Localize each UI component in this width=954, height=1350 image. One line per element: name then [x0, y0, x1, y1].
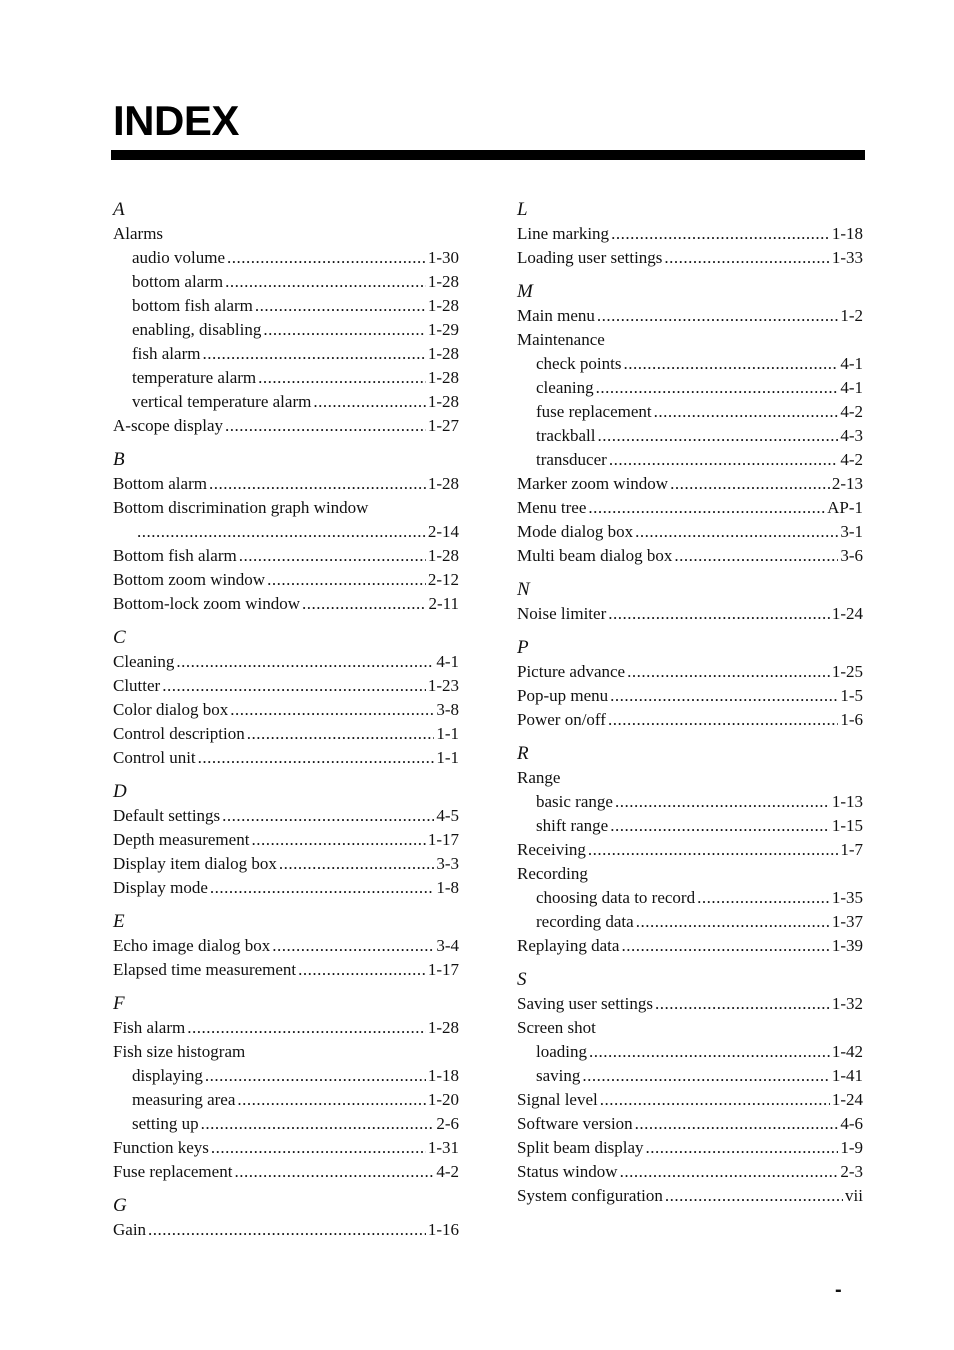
- entry-page-number: 1-42: [831, 1042, 863, 1061]
- dot-leader: [202, 342, 425, 366]
- entry-page-number: 1-17: [427, 830, 459, 849]
- entry-page-number: 3-8: [436, 700, 459, 719]
- index-entry-loading-user-settings: [517, 246, 863, 270]
- section-letter: G: [113, 1195, 127, 1216]
- entry-term: Saving user settings: [517, 994, 653, 1013]
- entry-term: Clutter: [113, 676, 161, 695]
- entry-term: Software version: [517, 1114, 633, 1133]
- index-entry-bottom-fish-alarm: [113, 544, 459, 568]
- entry-term: check points: [536, 354, 622, 373]
- index-heading-alarms: Alarms: [113, 224, 164, 243]
- entry-page-number: 1-28: [427, 272, 459, 291]
- entry-page-number: 1-18: [831, 224, 863, 243]
- entry-page-number: 1-28: [427, 296, 459, 315]
- index-entry-bottom-alarm: [113, 472, 459, 496]
- index-entry-transducer: [517, 448, 863, 472]
- entry-term: Depth measurement: [113, 830, 250, 849]
- index-entry-saving-user-settings: [517, 992, 863, 1016]
- entry-term: audio volume: [132, 248, 226, 267]
- index-entry-default-settings: [113, 804, 459, 828]
- entry-term: fish alarm: [132, 344, 201, 363]
- section-letter: E: [113, 911, 125, 932]
- dot-leader: [597, 424, 838, 448]
- entry-term: fuse replacement: [536, 402, 652, 421]
- section-letter: B: [113, 449, 125, 470]
- dot-leader: [635, 520, 838, 544]
- dot-leader: [615, 790, 830, 814]
- index-column-left: [113, 198, 459, 1242]
- entry-term: Replaying data: [517, 936, 620, 955]
- entry-page-number: 2-14: [427, 522, 459, 541]
- dot-leader: [627, 660, 830, 684]
- dot-leader: [162, 674, 426, 698]
- entry-page-number: 4-5: [436, 806, 459, 825]
- entry-term: Fish alarm: [113, 1018, 186, 1037]
- dot-leader: [211, 1136, 426, 1160]
- entry-term: Bottom alarm: [113, 474, 207, 493]
- index-entry-system-configuration: [517, 1184, 863, 1208]
- entry-page-number: 2-13: [831, 474, 863, 493]
- entry-term: A-scope display: [113, 416, 224, 435]
- section-letter: S: [517, 969, 527, 990]
- index-entry-saving: [517, 1064, 863, 1088]
- index-entry-vertical-temperature-alarm: [113, 390, 459, 414]
- dot-leader: [654, 400, 839, 424]
- index-heading-maintenance: Maintenance: [517, 330, 605, 349]
- section-letter: A: [113, 199, 125, 220]
- entry-page-number: 1-25: [831, 662, 863, 681]
- index-section-a: [113, 198, 459, 438]
- entry-page-number: 1-13: [831, 792, 863, 811]
- dot-leader: [239, 544, 426, 568]
- index-entry-choosing-data-to-record: [517, 886, 863, 910]
- index-entry-measuring-area: [113, 1088, 459, 1112]
- entry-term: Menu tree: [517, 498, 587, 517]
- index-heading-range: Range: [517, 768, 561, 787]
- entry-page-number: 1-28: [427, 474, 459, 493]
- dot-leader: [267, 568, 426, 592]
- section-letter: P: [517, 637, 529, 658]
- entry-page-number: 4-1: [840, 378, 863, 397]
- index-section-l: [517, 198, 863, 270]
- dot-leader: [674, 544, 838, 568]
- entry-page-number: 4-3: [840, 426, 863, 445]
- index-section-r: [517, 742, 863, 958]
- entry-page-number: 1-24: [831, 1090, 863, 1109]
- index-entry-bottom-alarm: [113, 270, 459, 294]
- entry-term: transducer: [536, 450, 607, 469]
- entry-page-number: 2-11: [428, 594, 459, 613]
- dot-leader: [247, 722, 435, 746]
- entry-term: shift range: [536, 816, 609, 835]
- entry-term: Picture advance: [517, 662, 626, 681]
- dot-leader: [609, 448, 839, 472]
- entry-term: Control description: [113, 724, 245, 743]
- entry-term: measuring area: [132, 1090, 236, 1109]
- entry-page-number: 4-1: [840, 354, 863, 373]
- entry-page-number: 1-1: [436, 724, 459, 743]
- section-letter: F: [113, 993, 125, 1014]
- index-heading-fish-size-histogram: Fish size histogram: [113, 1042, 246, 1061]
- dot-leader: [302, 592, 426, 616]
- dot-leader: [313, 390, 425, 414]
- index-entry-gain: [113, 1218, 459, 1242]
- dot-leader: [222, 804, 434, 828]
- index-entry-bottom-lock-zoom-window: [113, 592, 459, 616]
- index-entry-line-marking: [517, 222, 863, 246]
- dot-leader: [655, 992, 830, 1016]
- entry-term: Status window: [517, 1162, 618, 1181]
- entry-page-number: 1-9: [840, 1138, 863, 1157]
- entry-page-number: 1-20: [427, 1090, 459, 1109]
- entry-term: Main menu: [517, 306, 595, 325]
- entry-term: Display mode: [113, 878, 208, 897]
- index-entry-shift-range: [517, 814, 863, 838]
- entry-page-number: 1-35: [831, 888, 863, 907]
- entry-term: Color dialog box: [113, 700, 229, 719]
- entry-page-number: 1-28: [427, 344, 459, 363]
- index-entry-marker-zoom-window: [517, 472, 863, 496]
- index-entry-basic-range: [517, 790, 863, 814]
- section-letter: M: [517, 281, 533, 302]
- index-section-g: [113, 1194, 459, 1242]
- entry-term: recording data: [536, 912, 634, 931]
- entry-page-number: 1-24: [831, 604, 863, 623]
- entry-page-number: 3-4: [436, 936, 459, 955]
- dot-leader: [608, 708, 838, 732]
- index-entry-depth-measurement: [113, 828, 459, 852]
- index-entry-fish-alarm: [113, 1016, 459, 1040]
- index-entry-control-description: [113, 722, 459, 746]
- entry-term: Mode dialog box: [517, 522, 634, 541]
- dot-leader: [279, 852, 434, 876]
- entry-page-number: 1-28: [427, 392, 459, 411]
- entry-page-number: 2-3: [840, 1162, 863, 1181]
- entry-page-number: 2-12: [427, 570, 459, 589]
- page-title: INDEX: [113, 97, 239, 144]
- entry-page-number: 1-33: [831, 248, 863, 267]
- index-heading-bottom-discrimination-graph-window: Bottom discrimination graph window: [113, 498, 369, 517]
- dot-leader: [697, 886, 830, 910]
- entry-term: Power on/off: [517, 710, 606, 729]
- index-entry-display-mode: [113, 876, 459, 900]
- index-entry-a-scope-display: [113, 414, 459, 438]
- index-entry-loading: [517, 1040, 863, 1064]
- index-entry-recording-data: [517, 910, 863, 934]
- index-entry-audio-volume: [113, 246, 459, 270]
- index-entry-split-beam-display: [517, 1136, 863, 1160]
- entry-term: saving: [536, 1066, 581, 1085]
- entry-term: Multi beam dialog box: [517, 546, 673, 565]
- entry-page-number: 1-28: [427, 1018, 459, 1037]
- entry-term: Pop-up menu: [517, 686, 609, 705]
- index-entry-replaying-data: [517, 934, 863, 958]
- dot-leader: [646, 1136, 839, 1160]
- index-section-e: [113, 910, 459, 982]
- dot-leader: [608, 602, 830, 626]
- entry-page-number: 1-23: [427, 676, 459, 695]
- dot-leader: [230, 698, 434, 722]
- dot-leader: [201, 1112, 435, 1136]
- entry-term: loading: [536, 1042, 587, 1061]
- index-entry-display-item-dialog-box: [113, 852, 459, 876]
- entry-term: Line marking: [517, 224, 610, 243]
- entry-page-number: 1-2: [840, 306, 863, 325]
- dot-leader: [258, 366, 426, 390]
- entry-term: displaying: [132, 1066, 203, 1085]
- section-letter: L: [517, 199, 528, 220]
- index-entry-trackball: [517, 424, 863, 448]
- section-letter: D: [113, 781, 127, 802]
- dot-leader: [623, 352, 838, 376]
- entry-term: Function keys: [113, 1138, 209, 1157]
- entry-page-number: 3-3: [436, 854, 459, 873]
- index-entry-clutter: [113, 674, 459, 698]
- entry-term: Default settings: [113, 806, 221, 825]
- dot-leader: [600, 1088, 830, 1112]
- index-entry-noise-limiter: [517, 602, 863, 626]
- entry-term: Receiving: [517, 840, 586, 859]
- entry-page-number: 1-15: [831, 816, 863, 835]
- entry-term: Signal level: [517, 1090, 598, 1109]
- entry-term: setting up: [132, 1114, 199, 1133]
- index-entry-color-dialog-box: [113, 698, 459, 722]
- entry-page-number: 1-29: [427, 320, 459, 339]
- dot-leader: [588, 838, 838, 862]
- index-column-right: [517, 198, 863, 1208]
- dot-leader: [621, 934, 829, 958]
- entry-page-number: 3-6: [840, 546, 863, 565]
- dot-leader: [251, 828, 425, 852]
- index-section-b: [113, 448, 459, 616]
- entry-page-number: 1-28: [427, 546, 459, 565]
- dot-leader: [227, 246, 426, 270]
- index-entry-software-version: [517, 1112, 863, 1136]
- index-entry-mode-dialog-box: [517, 520, 863, 544]
- index-entry-main-menu: [517, 304, 863, 328]
- dot-leader: [597, 304, 838, 328]
- entry-page-number: 1-28: [427, 368, 459, 387]
- dot-leader: [670, 472, 830, 496]
- index-entry-enabling-disabling: [113, 318, 459, 342]
- index-heading-recording: Recording: [517, 864, 588, 883]
- entry-term: Bottom-lock zoom window: [113, 594, 300, 613]
- entry-page-number: 1-6: [840, 710, 863, 729]
- index-entry-fish-alarm: [113, 342, 459, 366]
- page-footer-mark: -: [835, 1279, 842, 1301]
- dot-leader: [187, 1016, 426, 1040]
- entry-page-number: 1-41: [831, 1066, 863, 1085]
- dot-leader: [255, 294, 426, 318]
- dot-leader: [588, 496, 825, 520]
- entry-page-number: 4-6: [840, 1114, 863, 1133]
- index-section-s: [517, 968, 863, 1208]
- index-entry-receiving: [517, 838, 863, 862]
- index-entry-bottom-fish-alarm: [113, 294, 459, 318]
- entry-page-number: 1-37: [831, 912, 863, 931]
- index-entry-displaying: [113, 1064, 459, 1088]
- dot-leader: [298, 958, 426, 982]
- dot-leader: [225, 270, 426, 294]
- dot-leader: [620, 1160, 839, 1184]
- dot-leader: [176, 650, 434, 674]
- index-entry-menu-tree: [517, 496, 863, 520]
- entry-term: Bottom fish alarm: [113, 546, 237, 565]
- index-entry-power-on-off: [517, 708, 863, 732]
- entry-term: choosing data to record: [536, 888, 696, 907]
- dot-leader: [237, 1088, 425, 1112]
- dot-leader: [263, 318, 425, 342]
- entry-page-number: 1-32: [831, 994, 863, 1013]
- entry-page-number: 1-1: [436, 748, 459, 767]
- index-entry-pop-up-menu: [517, 684, 863, 708]
- entry-term: System configuration: [517, 1186, 663, 1205]
- entry-page-number: 3-1: [840, 522, 863, 541]
- index-entry-signal-level: [517, 1088, 863, 1112]
- index-entry-status-window: [517, 1160, 863, 1184]
- entry-page-number: 2-6: [436, 1114, 459, 1133]
- entry-term: Gain: [113, 1220, 147, 1239]
- index-entry-continued: [113, 520, 459, 544]
- index-section-c: [113, 626, 459, 770]
- dot-leader: [582, 1064, 829, 1088]
- index-entry-cleaning: [113, 650, 459, 674]
- entry-page-number: 1-39: [831, 936, 863, 955]
- dot-leader: [209, 472, 426, 496]
- entry-term: vertical temperature alarm: [132, 392, 312, 411]
- entry-page-number: vii: [845, 1186, 863, 1205]
- entry-page-number: 4-2: [840, 402, 863, 421]
- entry-page-number: 1-18: [427, 1066, 459, 1085]
- entry-term: Loading user settings: [517, 248, 663, 267]
- dot-leader: [610, 814, 830, 838]
- index-section-f: [113, 992, 459, 1184]
- index-entry-bottom-zoom-window: [113, 568, 459, 592]
- entry-term: temperature alarm: [132, 368, 257, 387]
- entry-term: bottom fish alarm: [132, 296, 253, 315]
- entry-term: bottom alarm: [132, 272, 224, 291]
- entry-page-number: 1-17: [427, 960, 459, 979]
- index-entry-elapsed-time-measurement: [113, 958, 459, 982]
- index-section-n: [517, 578, 863, 626]
- entry-page-number: 4-2: [840, 450, 863, 469]
- index-entry-multi-beam-dialog-box: [517, 544, 863, 568]
- dot-leader: [234, 1160, 434, 1184]
- dot-leader: [225, 414, 426, 438]
- dot-leader: [272, 934, 434, 958]
- entry-term: Display item dialog box: [113, 854, 277, 873]
- index-entry-function-keys: [113, 1136, 459, 1160]
- index-entry-setting-up: [113, 1112, 459, 1136]
- dot-leader: [635, 1112, 839, 1136]
- section-letter: R: [517, 743, 529, 764]
- entry-page-number: 1-7: [840, 840, 863, 859]
- index-section-p: [517, 636, 863, 732]
- entry-page-number: 1-27: [427, 416, 459, 435]
- entry-page-number: 1-31: [427, 1138, 459, 1157]
- dot-leader: [596, 376, 839, 400]
- dot-leader: [148, 1218, 426, 1242]
- entry-term: Bottom zoom window: [113, 570, 266, 589]
- index-entry-check-points: [517, 352, 863, 376]
- entry-term: basic range: [536, 792, 613, 811]
- index-section-m: [517, 280, 863, 568]
- index-entry-cleaning: [517, 376, 863, 400]
- entry-term: Echo image dialog box: [113, 936, 271, 955]
- dot-leader: [210, 876, 434, 900]
- entry-page-number: 4-1: [436, 652, 459, 671]
- dot-leader: [610, 684, 838, 708]
- entry-page-number: 1-8: [436, 878, 459, 897]
- entry-page-number: 1-30: [427, 248, 459, 267]
- dot-leader: [589, 1040, 830, 1064]
- entry-term: cleaning: [536, 378, 594, 397]
- entry-term: Marker zoom window: [517, 474, 669, 493]
- dot-leader: [665, 1184, 843, 1208]
- section-letter: C: [113, 627, 126, 648]
- dot-leader: [636, 910, 830, 934]
- index-entry-fuse-replacement: [517, 400, 863, 424]
- entry-term: Cleaning: [113, 652, 175, 671]
- index-section-d: [113, 780, 459, 900]
- index-entry-temperature-alarm: [113, 366, 459, 390]
- index-entry-control-unit: [113, 746, 459, 770]
- dot-leader: [611, 222, 830, 246]
- title-rule: [111, 150, 865, 160]
- entry-term: Fuse replacement: [113, 1162, 233, 1181]
- entry-page-number: AP-1: [827, 498, 863, 517]
- index-entry-fuse-replacement: [113, 1160, 459, 1184]
- index-entry-picture-advance: [517, 660, 863, 684]
- entry-term: Elapsed time measurement: [113, 960, 297, 979]
- entry-term: trackball: [536, 426, 596, 445]
- entry-page-number: 1-5: [840, 686, 863, 705]
- entry-term: Noise limiter: [517, 604, 607, 623]
- entry-page-number: 4-2: [436, 1162, 459, 1181]
- entry-term: Split beam display: [517, 1138, 644, 1157]
- dot-leader: [137, 520, 426, 544]
- entry-term: enabling, disabling: [132, 320, 262, 339]
- entry-page-number: 1-16: [427, 1220, 459, 1239]
- entry-term: Control unit: [113, 748, 196, 767]
- dot-leader: [664, 246, 829, 270]
- dot-leader: [198, 746, 435, 770]
- index-entry-echo-image-dialog-box: [113, 934, 459, 958]
- dot-leader: [205, 1064, 426, 1088]
- index-heading-screen-shot: Screen shot: [517, 1018, 596, 1037]
- section-letter: N: [517, 579, 530, 600]
